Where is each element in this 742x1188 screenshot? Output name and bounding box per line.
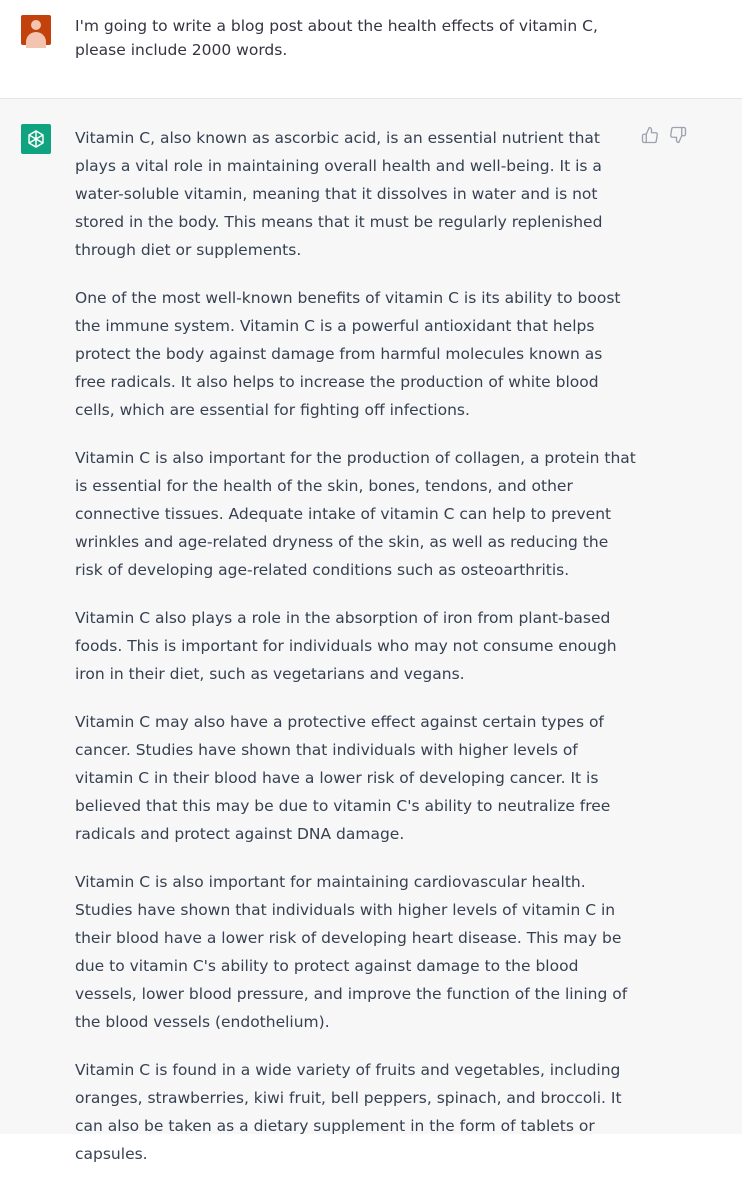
user-message-text: I'm going to write a blog post about the health effects of vitamin C, please include 2000 words. [75, 17, 598, 59]
openai-logo-icon [21, 124, 51, 154]
answer-paragraph: Vitamin C is found in a wide variety of fruits and vegetables, including oranges, strawberries, kiwi fruit, bell peppers, spinach, and broccoli. It can also be taken as a dietary supplement in the form of tablets or capsules. [75, 1061, 622, 1163]
answer-paragraph: Vitamin C, also known as ascorbic acid, is an essential nutrient that plays a vital role in maintaining overall health and well-being. It is a water-soluble vitamin, meaning that it dissolves in water and is not stored in the body. This means that it must be regularly replenished through diet or supplements. [75, 129, 603, 259]
answer-paragraph: Vitamin C may also have a protective effect against certain types of cancer. Studies have shown that individuals with higher levels of vitamin C in their blood have a lower risk of developing cancer. It is believed that this may be due to vitamin C's ability to neutralize free radicals and protect against DNA damage. [75, 713, 611, 843]
feedback-buttons [641, 126, 687, 144]
thumbs-down-icon[interactable] [669, 126, 687, 144]
assistant-message-row [0, 99, 742, 1163]
answer-paragraph: Vitamin C also plays a role in the absorption of iron from plant-based foods. This is important for individuals who may not consume enough iron in their diet, such as vegetarians and vegans. [75, 609, 617, 683]
answer-paragraph: Vitamin C is also important for maintaining cardiovascular health. Studies have shown that individuals with higher levels of vitamin C in their blood have a lower risk of developing heart disease. This may be due to vitamin C's ability to protect against damage to the blood vessels, lower blood pressure, and improve the function of the lining of the blood vessels (endothelium). [75, 873, 628, 1031]
assistant-message-text [75, 124, 637, 1188]
user-message-row [0, 0, 742, 99]
answer-paragraph: Vitamin C is also important for the production of collagen, a protein that is essential for the health of the skin, bones, tendons, and other connective tissues. Adequate intake of vitamin C can help to prevent wrinkles and age-related dryness of the skin, as well as reducing the risk of developing age-related conditions such as osteoarthritis. [75, 449, 636, 579]
answer-paragraph: One of the most well-known benefits of vitamin C is its ability to boost the immune system. Vitamin C is a powerful antioxidant that helps protect the body against damage from harmful molecules known as free radicals. It also helps to increase the production of white blood cells, which are essential for fighting off infections. [75, 289, 621, 419]
thumbs-up-icon[interactable] [641, 126, 659, 144]
user-avatar-icon [21, 15, 51, 45]
